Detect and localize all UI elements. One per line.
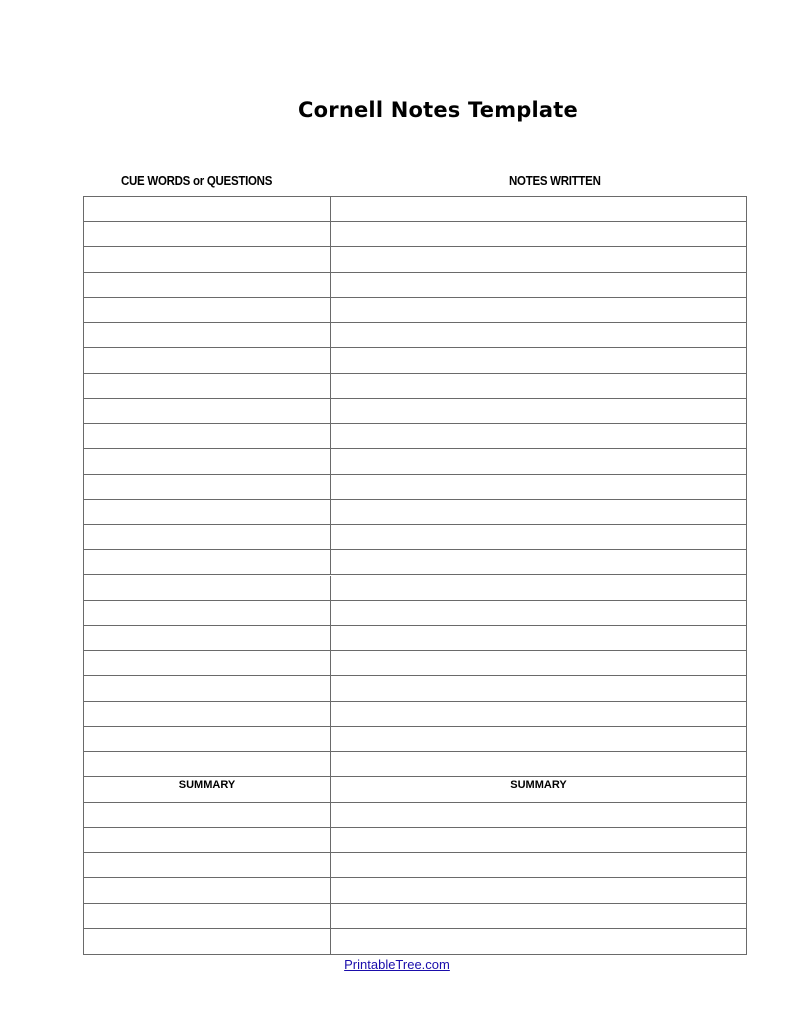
notes-cell[interactable]: [331, 323, 746, 347]
notes-cell[interactable]: [331, 550, 746, 574]
note-row: [84, 348, 746, 373]
cue-cell[interactable]: [84, 197, 331, 221]
cue-cell[interactable]: [84, 727, 331, 751]
note-row: [84, 298, 746, 323]
summary-row: [84, 803, 746, 828]
cue-cell[interactable]: [84, 576, 331, 600]
note-row: [84, 222, 746, 247]
footer-link[interactable]: PrintableTree.com: [344, 957, 450, 972]
summary-left-cell[interactable]: [84, 878, 331, 902]
note-row: [84, 374, 746, 399]
summary-row: [84, 878, 746, 903]
summary-right-cell: [331, 777, 746, 801]
cue-cell[interactable]: [84, 298, 331, 322]
summary-label-right: SUMMARY: [510, 779, 567, 792]
notes-cell[interactable]: [331, 752, 746, 776]
cue-cell[interactable]: [84, 449, 331, 473]
notes-cell[interactable]: [331, 348, 746, 372]
note-row: [84, 752, 746, 777]
note-row: [84, 273, 746, 298]
note-row: [84, 550, 746, 575]
cue-cell[interactable]: [84, 626, 331, 650]
notes-cell[interactable]: [331, 399, 746, 423]
notes-cell[interactable]: [331, 651, 746, 675]
cue-cell[interactable]: [84, 525, 331, 549]
notes-cell[interactable]: [331, 525, 746, 549]
note-row: [84, 626, 746, 651]
notes-cell[interactable]: [331, 247, 746, 271]
cue-cell[interactable]: [84, 374, 331, 398]
note-row: [84, 727, 746, 752]
notes-cell[interactable]: [331, 626, 746, 650]
notes-cell[interactable]: [331, 273, 746, 297]
note-row: [84, 702, 746, 727]
summary-row: [84, 828, 746, 853]
notes-cell[interactable]: [331, 576, 746, 600]
cue-cell[interactable]: [84, 500, 331, 524]
cue-cell[interactable]: [84, 424, 331, 448]
note-row: [84, 651, 746, 676]
summary-right-cell[interactable]: [331, 853, 746, 877]
summary-left-cell[interactable]: [84, 803, 331, 827]
summary-row: [84, 929, 746, 954]
notes-cell[interactable]: [331, 676, 746, 700]
cue-cell[interactable]: [84, 348, 331, 372]
cue-column-header: CUE WORDS or QUESTIONS: [121, 174, 273, 188]
notes-cell[interactable]: [331, 374, 746, 398]
notes-cell[interactable]: [331, 601, 746, 625]
summary-right-cell[interactable]: [331, 929, 746, 954]
cue-cell[interactable]: [84, 247, 331, 271]
note-row: [84, 601, 746, 626]
cue-cell[interactable]: [84, 222, 331, 246]
summary-header-row: [84, 777, 746, 802]
cue-cell[interactable]: [84, 475, 331, 499]
notes-cell[interactable]: [331, 702, 746, 726]
notes-column-header: NOTES WRITTEN: [509, 174, 601, 188]
summary-label-left: SUMMARY: [178, 779, 236, 792]
cue-cell[interactable]: [84, 399, 331, 423]
notes-cell[interactable]: [331, 298, 746, 322]
summary-row: [84, 904, 746, 929]
summary-right-cell[interactable]: [331, 904, 746, 928]
summary-left-cell[interactable]: [84, 904, 331, 928]
notes-cell[interactable]: [331, 197, 746, 221]
note-row: [84, 576, 746, 601]
note-row: [84, 197, 746, 222]
footer: [0, 957, 794, 972]
summary-right-cell[interactable]: [331, 828, 746, 852]
note-row: [84, 475, 746, 500]
note-row: [84, 323, 746, 348]
notes-cell[interactable]: [331, 500, 746, 524]
cue-cell[interactable]: [84, 273, 331, 297]
notes-cell[interactable]: [331, 449, 746, 473]
summary-right-cell[interactable]: [331, 803, 746, 827]
notes-cell[interactable]: [331, 222, 746, 246]
cue-cell[interactable]: [84, 752, 331, 776]
notes-cell[interactable]: [331, 424, 746, 448]
cue-cell[interactable]: [84, 702, 331, 726]
note-row: [84, 247, 746, 272]
cue-cell[interactable]: [84, 651, 331, 675]
summary-left-cell[interactable]: [84, 828, 331, 852]
note-row: [84, 676, 746, 701]
cue-cell[interactable]: [84, 323, 331, 347]
notes-cell[interactable]: [331, 475, 746, 499]
cue-cell[interactable]: [84, 676, 331, 700]
summary-left-cell[interactable]: [84, 929, 331, 954]
note-row: [84, 525, 746, 550]
summary-row: [84, 853, 746, 878]
page-title: Cornell Notes Template: [298, 98, 578, 122]
note-row: [84, 500, 746, 525]
summary-left-cell: [84, 777, 331, 801]
notes-cell[interactable]: [331, 727, 746, 751]
notes-grid: [83, 196, 747, 955]
summary-right-cell[interactable]: [331, 878, 746, 902]
note-row: [84, 449, 746, 474]
summary-left-cell[interactable]: [84, 853, 331, 877]
cue-cell[interactable]: [84, 550, 331, 574]
note-row: [84, 424, 746, 449]
cue-cell[interactable]: [84, 601, 331, 625]
note-row: [84, 399, 746, 424]
